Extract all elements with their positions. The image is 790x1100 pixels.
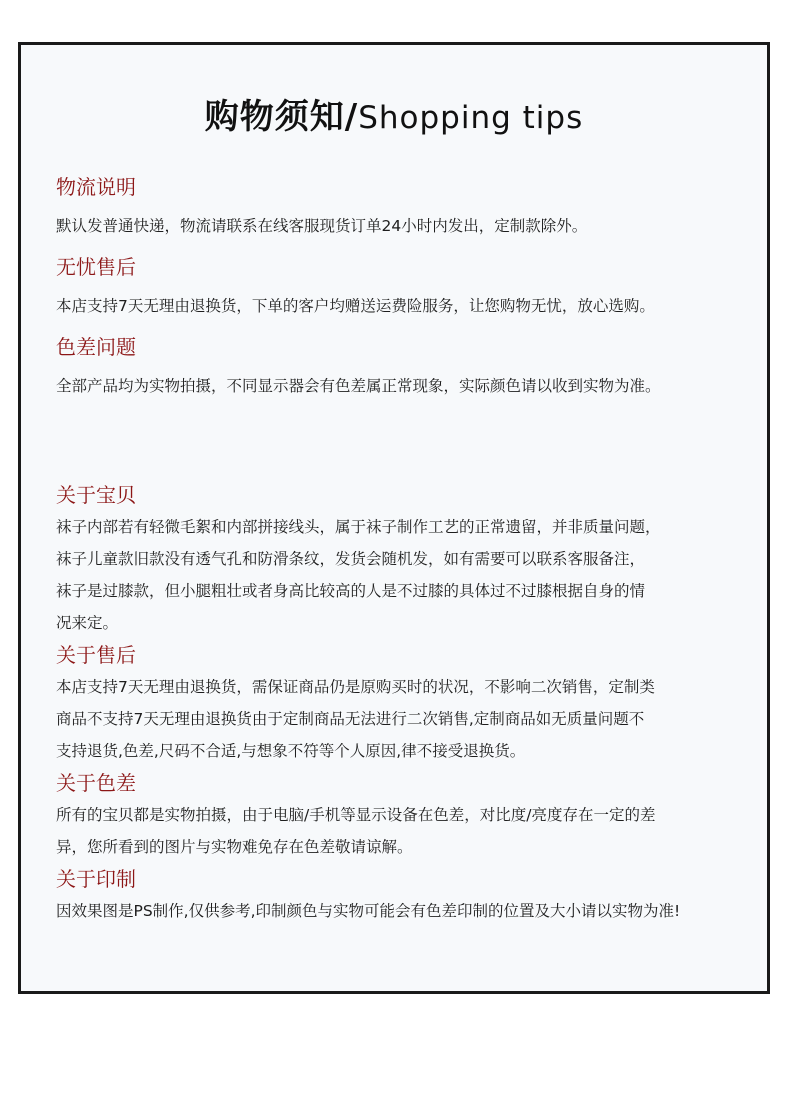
section-body [56, 671, 737, 767]
section-heading: 色差问题 [56, 335, 136, 359]
section-body [56, 374, 737, 398]
section-heading: 物流说明 [56, 175, 136, 199]
body-line: 本店支持7天无理由退换货，下单的客户均赠送运费险服务，让您购物无忧，放心选购。 [56, 297, 655, 315]
section-body [56, 294, 737, 318]
section-heading: 无忧售后 [56, 255, 136, 279]
section-after-sales-guarantee [56, 253, 737, 318]
body-line: 全部产品均为实物拍摄，不同显示器会有色差属正常现象，实际颜色请以收到实物为准。 [56, 377, 661, 395]
title-english: Shopping tips [358, 100, 584, 136]
section-body [56, 895, 737, 927]
section-color-difference-issue [56, 333, 737, 398]
title-chinese: 购物须知/ [204, 97, 359, 137]
section-about-printing [56, 865, 737, 927]
body-line: 支持退货,色差,尺码不合适,与想象不符等个人原因,律不接受退换货。 [56, 742, 526, 760]
body-line: 况来定。 [56, 614, 119, 632]
section-body [56, 214, 737, 238]
shopping-tips-card [18, 42, 770, 994]
body-line: 袜子是过膝款，但小腿粗壮或者身高比较高的人是不过膝的具体过不过膝根据自身的情 [56, 582, 646, 600]
body-line: 默认发普通快递，物流请联系在线客服现货订单24小时内发出，定制款除外。 [56, 217, 588, 235]
section-logistics [56, 173, 737, 238]
section-about-after-sales [56, 641, 737, 767]
section-body [56, 511, 737, 639]
body-line: 异，您所看到的图片与实物难免存在色差敬请谅解。 [56, 838, 413, 856]
body-line: 因效果图是PS制作,仅供参考,印制颜色与实物可能会有色差印制的位置及大小请以实物为准! [56, 902, 681, 920]
section-heading: 关于宝贝 [56, 483, 136, 507]
section-heading: 关于售后 [56, 643, 136, 667]
section-body [56, 799, 737, 863]
body-line: 袜子内部若有轻微毛絮和内部拼接线头，属于袜子制作工艺的正常遗留，并非质量问题， [56, 518, 661, 536]
section-about-product [56, 481, 737, 639]
body-line: 所有的宝贝都是实物拍摄，由于电脑/手机等显示设备在色差，对比度/亮度存在一定的差 [56, 806, 656, 824]
section-heading: 关于印制 [56, 867, 136, 891]
body-line: 本店支持7天无理由退换货，需保证商品仍是原购买时的状况，不影响二次销售，定制类 [56, 678, 655, 696]
page-title [21, 89, 767, 138]
body-line: 商品不支持7天无理由退换货由于定制商品无法进行二次销售,定制商品如无质量问题不 [56, 710, 645, 728]
section-about-color-difference [56, 769, 737, 863]
body-line: 袜子儿童款旧款没有透气孔和防滑条纹，发货会随机发，如有需要可以联系客服备注， [56, 550, 646, 568]
section-heading: 关于色差 [56, 771, 136, 795]
